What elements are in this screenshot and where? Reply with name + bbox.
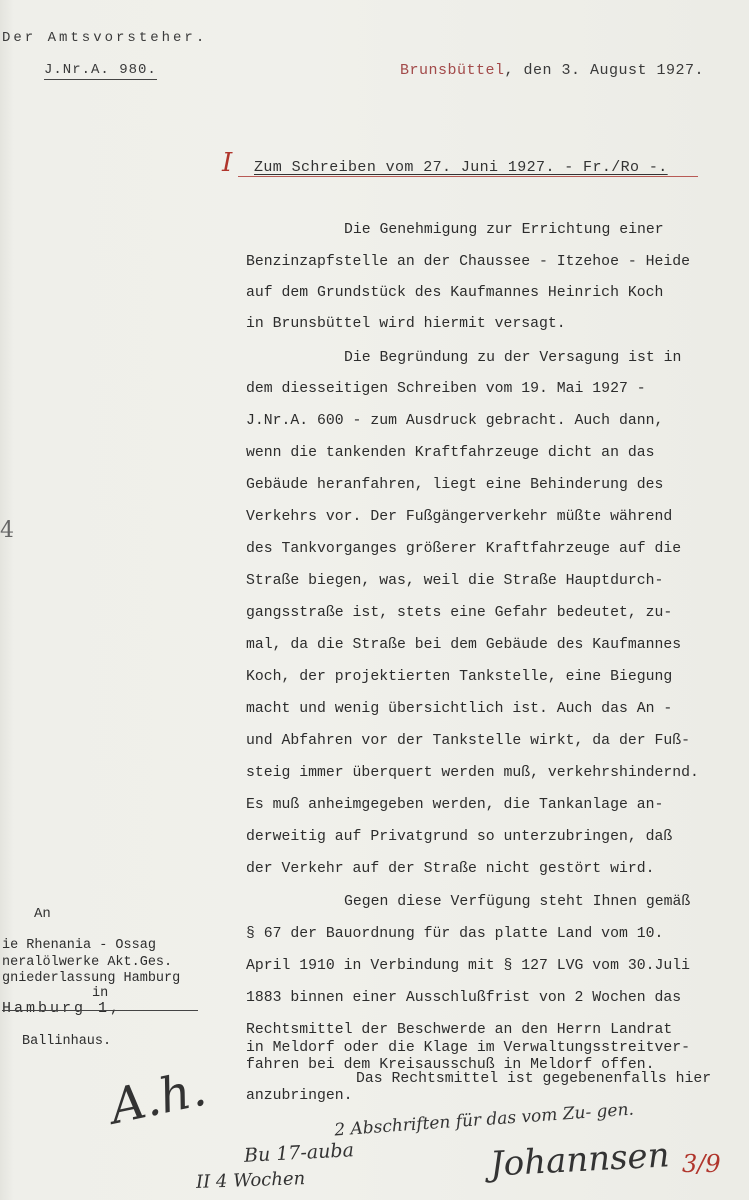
address-line: neralölwerke Akt.Ges.: [2, 955, 173, 970]
body-line: gangsstraße ist, stets eine Gefahr bedeutet, zu-: [246, 605, 673, 621]
body-line: in Meldorf oder die Klage im Verwaltungsstreitver-: [246, 1040, 690, 1056]
body-line: April 1910 in Verbindung mit § 127 LVG vom 30.Juli: [246, 958, 690, 974]
address-line: gniederlassung Hamburg: [2, 971, 181, 986]
body-line: Benzinzapfstelle an der Chaussee - Itzehoe - Heide: [246, 254, 690, 270]
body-line: Koch, der projektierten Tankstelle, eine Biegung: [246, 669, 673, 685]
handwritten-note: Bu 17-auba: [243, 1139, 355, 1167]
body-line: fahren bei dem Kreisausschuß in Meldorf offen.: [246, 1057, 655, 1073]
handwritten-note: II 4 Wochen: [195, 1168, 306, 1193]
file-number: J.Nr.A. 980.: [44, 62, 157, 78]
body-line: § 67 der Bauordnung für das platte Land vom 10.: [246, 926, 664, 942]
body-line: J.Nr.A. 600 - zum Ausdruck gebracht. Auch dann,: [246, 413, 664, 429]
letter-date: , den 3. August 1927.: [504, 62, 705, 79]
subject-line: [254, 159, 668, 176]
edge-mark: 4: [0, 518, 14, 543]
body-line: Gebäude heranfahren, liegt eine Behinderung des: [246, 477, 664, 493]
handwritten-note: 2 Abschriften für das vom Zu- gen.: [333, 1099, 635, 1141]
body-line: wenn die tankenden Kraftfahrzeuge dicht an das: [246, 445, 655, 461]
body-line: des Tankvorganges größerer Kraftfahrzeuge auf die: [246, 541, 682, 557]
body-line: anzubringen.: [246, 1088, 353, 1104]
body-line: Verkehrs vor. Der Fußgängerverkehr müßte während: [246, 509, 673, 525]
body-line: macht und wenig übersichtlich ist. Auch das An -: [246, 701, 673, 717]
red-pencil-number: 3/9: [682, 1150, 721, 1178]
body-line: Es muß anheimgegeben werden, die Tankanlage an-: [246, 797, 664, 813]
body-line: dem diesseitigen Schreiben vom 19. Mai 1927 -: [246, 381, 646, 397]
body-line: derweitig auf Privatgrund so unterzubringen, daß: [246, 829, 673, 845]
body-line: und Abfahren vor der Tankstelle wirkt, da der Fuß-: [246, 733, 690, 749]
body-line: Straße biegen, was, weil die Straße Hauptdurch-: [246, 573, 664, 589]
body-line: Das Rechtsmittel ist gegebenenfalls hier: [356, 1071, 712, 1087]
body-line: steig immer überquert werden muß, verkehrshindernd.: [246, 765, 699, 781]
handwritten-initials: A.h.: [105, 1060, 211, 1136]
place-date: [400, 62, 704, 79]
address-city: Hamburg 1,: [2, 1000, 123, 1017]
roman-margin-mark: I: [222, 148, 233, 178]
body-line: der Verkehr auf der Straße nicht gestört wird.: [246, 861, 655, 877]
body-line: Die Begründung zu der Versagung ist in: [344, 350, 682, 366]
body-line: 1883 binnen einer Ausschlußfrist von 2 Wochen das: [246, 990, 682, 1006]
address-line: ie Rhenania - Ossag: [2, 938, 156, 953]
authority-heading: Der Amtsvorsteher.: [2, 30, 208, 46]
address-prefix: An: [34, 906, 51, 922]
subject-text: Zum Schreiben vom 27. Juni 1927. - Fr./Ro -.: [254, 159, 668, 176]
body-line: Gegen diese Verfügung steht Ihnen gemäß: [344, 894, 691, 910]
place-name: Brunsbüttel: [400, 62, 505, 79]
subject-red-underline: [238, 176, 698, 177]
address-underline: [2, 1010, 198, 1011]
body-line: in Brunsbüttel wird hiermit versagt.: [246, 316, 566, 332]
body-line: auf dem Grundstück des Kaufmannes Heinrich Koch: [246, 285, 664, 301]
body-line: Rechtsmittel der Beschwerde an den Herrn Landrat: [246, 1022, 673, 1038]
body-line: Die Genehmigung zur Errichtung einer: [344, 222, 664, 238]
address-line: Ballinhaus.: [22, 1034, 112, 1049]
body-line: mal, da die Straße bei dem Gebäude des Kaufmannes: [246, 637, 682, 653]
address-line: in: [92, 986, 109, 1001]
handwritten-signature: Johannsen: [489, 1135, 671, 1185]
